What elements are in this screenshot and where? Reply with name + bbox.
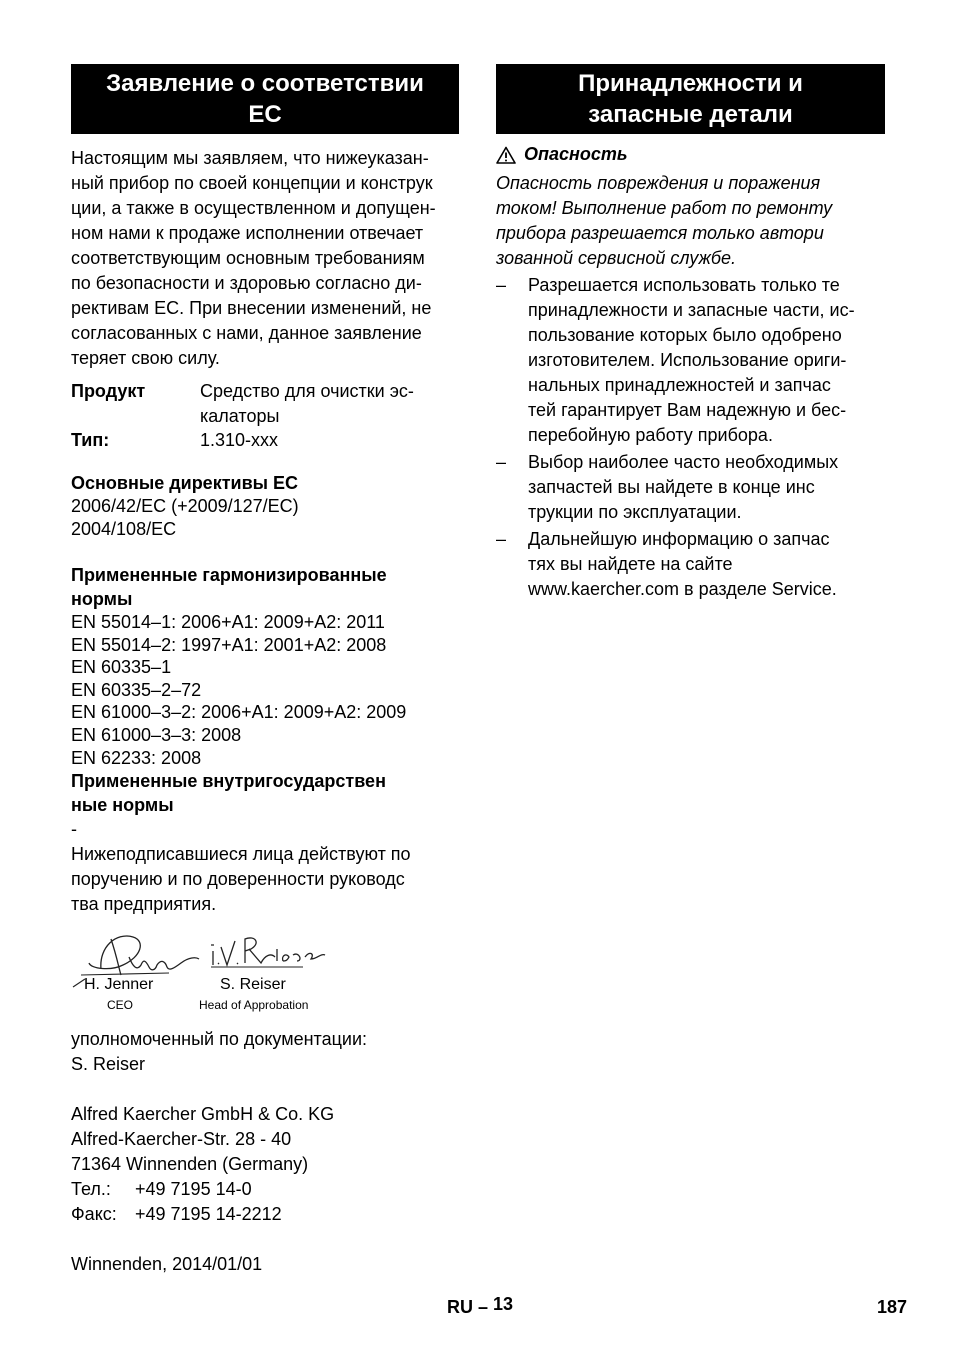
national-value: - — [71, 819, 77, 840]
list-item-line: нальных принадлежностей и запчас — [528, 375, 831, 395]
warning-text — [496, 171, 885, 271]
list-item-line: запчастей вы найдете в конце инс — [528, 477, 815, 497]
fax-label: Факс: — [71, 1204, 117, 1225]
section-footer — [447, 1294, 514, 1318]
intro-line: согласованных с нами, данное заявление — [71, 323, 422, 343]
list-item-line: изготовителем. Использование ориги- — [528, 350, 847, 370]
national-heading: Примененные внутригосударствен — [71, 771, 386, 792]
list-item — [496, 273, 885, 448]
standard-item: EN 62233: 2008 — [71, 747, 202, 768]
accessories-title-line: запасные детали — [588, 101, 793, 128]
standard-item: EN 61000–3–2: 2006+A1: 2009+A2: 2009 — [71, 702, 407, 723]
harmonized-heading: нормы — [71, 589, 133, 609]
product-value: калаторы — [200, 406, 280, 426]
intro-line: Настоящим мы заявляем, что нижеуказан- — [71, 148, 429, 168]
intro-line: соответствующим основным требованиям — [71, 248, 425, 268]
intro-line: ный прибор по своей концепции и конструк — [71, 173, 433, 193]
list-item-line: Выбор наиболее часто необходимых — [528, 452, 839, 472]
warning-heading — [496, 142, 885, 167]
standard-item: EN 55014–2: 1997+A1: 2001+A2: 2008 — [71, 634, 387, 655]
harmonized-list — [71, 611, 459, 769]
section-separator: – — [478, 1297, 489, 1317]
standard-item: EN 60335–1 — [71, 657, 172, 678]
warning-line: Опасность повреждения и поражения — [496, 173, 821, 193]
list-item-line: тей гарантирует Вам надежную и бес- — [528, 400, 847, 420]
list-item-line: принадлежности и запасные части, ис- — [528, 300, 855, 320]
signer2-role: Head of Approbation — [199, 998, 309, 1013]
phone-value: +49 7195 14-0 — [135, 1179, 252, 1200]
accessories-title — [496, 64, 885, 134]
declaration-column — [71, 64, 459, 1277]
list-item-line: www.kaercher.com в разделе Service. — [528, 579, 837, 599]
bullet-dash: – — [496, 452, 507, 472]
signers-text: Нижеподписавшиеся лица действуют по — [71, 844, 411, 865]
product-row — [71, 379, 459, 429]
list-item-line: пользование которых было одобрено — [528, 325, 842, 345]
fax-row — [71, 1202, 459, 1227]
signature-block — [71, 927, 459, 1027]
authorized-text: уполномоченный по документации: — [71, 1029, 368, 1050]
bullet-dash: – — [496, 275, 507, 295]
product-label: Продукт — [71, 381, 146, 401]
intro-line: ции, а также в осуществленном и допущен- — [71, 198, 436, 218]
bullet-dash: – — [496, 529, 507, 549]
list-item-line: Дальнейшую информацию о запчас — [528, 529, 830, 549]
phone-row — [71, 1177, 459, 1202]
phone-label: Тел.: — [71, 1179, 111, 1200]
standard-item: EN 61000–3–3: 2008 — [71, 724, 242, 745]
fax-value: +49 7195 14-2212 — [135, 1204, 282, 1225]
list-item-line: Разрешается использовать только те — [528, 275, 840, 295]
list-item-line: перебойную работу прибора. — [528, 425, 773, 445]
address-line: 71364 Winnenden (Germany) — [71, 1154, 309, 1175]
type-value: 1.310-xxx — [200, 430, 279, 450]
address-line: Alfred Kaercher GmbH & Co. KG — [71, 1104, 335, 1125]
type-row — [71, 429, 459, 451]
warning-line: зованной сервисной службе. — [496, 248, 737, 268]
page-number: 187 — [877, 1297, 908, 1317]
declaration-title-line: Заявление о соответствии — [106, 70, 424, 97]
directives-heading: Основные директивы ЕС — [71, 473, 299, 493]
warning-title: Опасность — [524, 144, 628, 164]
standard-item: EN 55014–1: 2006+A1: 2009+A2: 2011 — [71, 612, 385, 632]
standard-item: EN 60335–2–72 — [71, 679, 202, 700]
signer1-role: CEO — [107, 998, 134, 1013]
warning-triangle-icon — [496, 146, 516, 164]
signers-text: поручению и по доверенности руководс — [71, 869, 405, 890]
intro-line: ном нами к продаже исполнении отвечает — [71, 223, 424, 243]
directive-item: 2004/108/EC — [71, 519, 177, 539]
warning-line: прибора разрешается только автори — [496, 223, 824, 243]
authorized-text: S. Reiser — [71, 1054, 146, 1075]
accessories-title-line: Принадлежности и — [578, 70, 803, 97]
accessories-column — [496, 64, 885, 602]
national-heading: ные нормы — [71, 795, 174, 816]
signer1-name: H. Jenner — [84, 976, 154, 994]
declaration-title — [71, 64, 459, 134]
list-item — [496, 450, 885, 525]
intro-line: теряет свою силу. — [71, 348, 220, 368]
list-item-line: трукции по эксплуатации. — [528, 502, 742, 522]
intro-line: по безопасности и здоровью согласно ди- — [71, 273, 422, 293]
section-page: 13 — [493, 1294, 514, 1314]
harmonized-heading: Примененные гармонизированные — [71, 565, 387, 585]
declaration-title-line: ЕС — [248, 101, 282, 128]
type-label: Тип: — [71, 430, 110, 450]
declaration-intro — [71, 146, 459, 371]
section-label: RU — [447, 1297, 473, 1317]
company-address — [71, 1102, 459, 1227]
warning-line: током! Выполнение работ по ремонту — [496, 198, 833, 218]
list-item-line: тях вы найдете на сайте — [528, 554, 733, 574]
list-item — [496, 527, 885, 602]
address-line: Alfred-Kaercher-Str. 28 - 40 — [71, 1129, 292, 1150]
signer2-name: S. Reiser — [220, 976, 286, 994]
directive-item: 2006/42/EC (+2009/127/EC) — [71, 496, 299, 516]
intro-line: рективам ЕС. При внесении изменений, не — [71, 298, 432, 318]
signers-text: тва предприятия. — [71, 894, 217, 915]
place-date: Winnenden, 2014/01/01 — [71, 1254, 263, 1275]
product-value: Средство для очистки эс- — [200, 381, 414, 401]
